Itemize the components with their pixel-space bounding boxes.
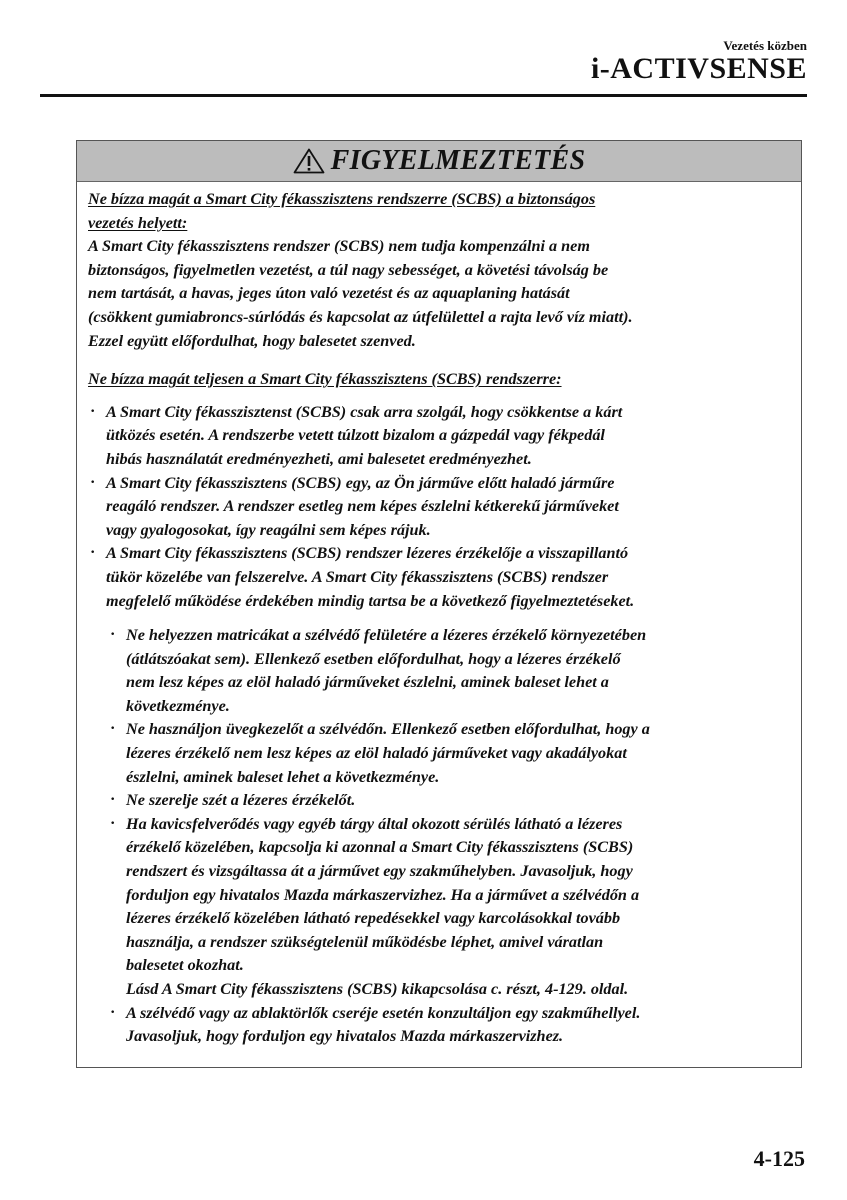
bullet-dot: · [110,625,116,644]
text-line: balesetet okozhat. [126,956,244,975]
text-line: használja, a rendszer szükségtelenül működésbe léphet, amivel váratlan [126,932,604,951]
paragraph-limitations [88,235,791,353]
bullet-dot: · [110,813,116,832]
text-line: biztonságos, figyelmetlen vezetést, a túl nagy sebességet, a követési távolság be [88,260,609,279]
warning-body [77,182,801,1049]
list-item [108,1002,791,1049]
bullet-dot: · [110,1002,116,1021]
text-line: ütközés esetén. A rendszerbe vetett túlzott bizalom a gázpedál vagy fékpedál [106,426,605,445]
list-item [108,789,791,813]
text-line: lézeres érzékelő közelében látható repedésekkel vagy karcolásokkal tovább [126,909,621,928]
text-line: forduljon egy hivatalos Mazda márkaszervizhez. Ha a járművet a szélvédőn a [126,885,640,904]
section-label: Vezetés közben [723,38,807,53]
text-line: Javasoljuk, hogy forduljon egy hivatalos Mazda márkaszervizhez. [126,1027,564,1046]
sub-bullet-list [88,624,791,1049]
bullet-dot: · [90,401,96,420]
text-line: tükör közelébe van felszerelve. A Smart City fékasszisztens (SCBS) rendszer [106,567,609,586]
heading-line: Ne bízza magát a Smart City fékasszisztens rendszerre (SCBS) a biztonságos [88,190,596,208]
bullet-list [88,401,791,613]
text-line: érzékelő közelében, kapcsolja ki azonnal a Smart City fékasszisztens (SCBS) [126,838,634,857]
text-line: A szélvédő vagy az ablaktörlők cseréje esetén konzultáljon egy szakműhellyel. [126,1003,641,1022]
spacer [88,392,791,401]
spacer [88,353,791,368]
text-line: A Smart City fékasszisztenst (SCBS) csak arra szolgál, hogy csökkentse a kárt [106,402,623,421]
text-line: hibás használatát eredményezheti, ami balesetet eredményezhet. [106,449,532,468]
list-item [88,472,791,543]
text-line: Ezzel együtt előfordulhat, hogy balesetet szenved. [88,331,416,350]
bullet-dot: · [90,543,96,562]
heading-scbs-reliance [88,188,791,235]
text-line: lézeres érzékelő nem lesz képes az elöl haladó járműveket vagy akadályokat [126,744,627,763]
text-line: vagy gyalogosokat, így reagálni sem képes rájuk. [106,520,431,539]
text-line: rendszert és vizsgáltassa át a járművet egy szakműhelyben. Javasoljuk, hogy [126,862,633,881]
bullet-dot: · [90,472,96,491]
header-divider [40,94,807,97]
text-line: Ne szerelje szét a lézeres érzékelőt. [126,791,356,810]
text-line: reagáló rendszer. A rendszer esetleg nem képes észlelni kétkerekű járműveket [106,497,619,516]
list-item [88,401,791,472]
warning-triangle-icon [293,148,325,174]
bullet-dot: · [110,790,116,809]
text-line: A Smart City fékasszisztens (SCBS) rendszer lézeres érzékelője a visszapillantó [106,544,629,563]
list-item [108,718,791,789]
page-reference: Lásd A Smart City fékasszisztens (SCBS) kikapcsolása c. részt, 4-129. oldal. [126,980,629,998]
text-line: következménye. [126,696,230,715]
text-line: A Smart City fékasszisztens (SCBS) egy, az Ön járműve előtt haladó járműre [106,473,615,492]
text-line: Ne helyezzen matricákat a szélvédő felületére a lézeres érzékelő környezetében [126,626,647,645]
list-item [108,624,791,718]
text-line: A Smart City fékasszisztens rendszer (SCBS) nem tudja kompenzálni a nem [88,237,590,256]
text-line: megfelelő működése érdekében mindig tartsa be a következő figyelmeztetéseket. [106,591,635,610]
text-line: észlelni, aminek baleset lehet a következménye. [126,767,440,786]
heading-full-reliance: Ne bízza magát teljesen a Smart City fékasszisztens (SCBS) rendszerre: [88,370,562,389]
warning-title: FIGYELMEZTETÉS [330,145,586,176]
heading-line: vezetés helyett: [88,213,188,232]
text-line: nem lesz képes az elöl haladó járműveket észlelni, aminek baleset lehet a [126,673,609,692]
warning-header [77,141,801,182]
text-line: (csökkent gumiabroncs-súrlódás és kapcsolat az útfelülettel a rajta levő víz miatt). [88,307,633,326]
text-line: Ha kavicsfelverődés vagy egyéb tárgy által okozott sérülés látható a lézeres [126,814,623,833]
text-line: Ne használjon üvegkezelőt a szélvédőn. Ellenkező esetben előfordulhat, hogy a [126,720,650,739]
chapter-title: i-ACTIVSENSE [590,52,807,85]
text-line: nem tartását, a havas, jeges úton való vezetést és az aquaplaning hatását [88,284,570,303]
text-line: (átlátszóakat sem). Ellenkező esetben előfordulhat, hogy a lézeres érzékelő [126,649,621,668]
page-number: 4-125 [753,1146,805,1171]
warning-box [76,140,802,1068]
list-item [108,813,791,1002]
bullet-dot: · [110,719,116,738]
list-item [88,542,791,613]
